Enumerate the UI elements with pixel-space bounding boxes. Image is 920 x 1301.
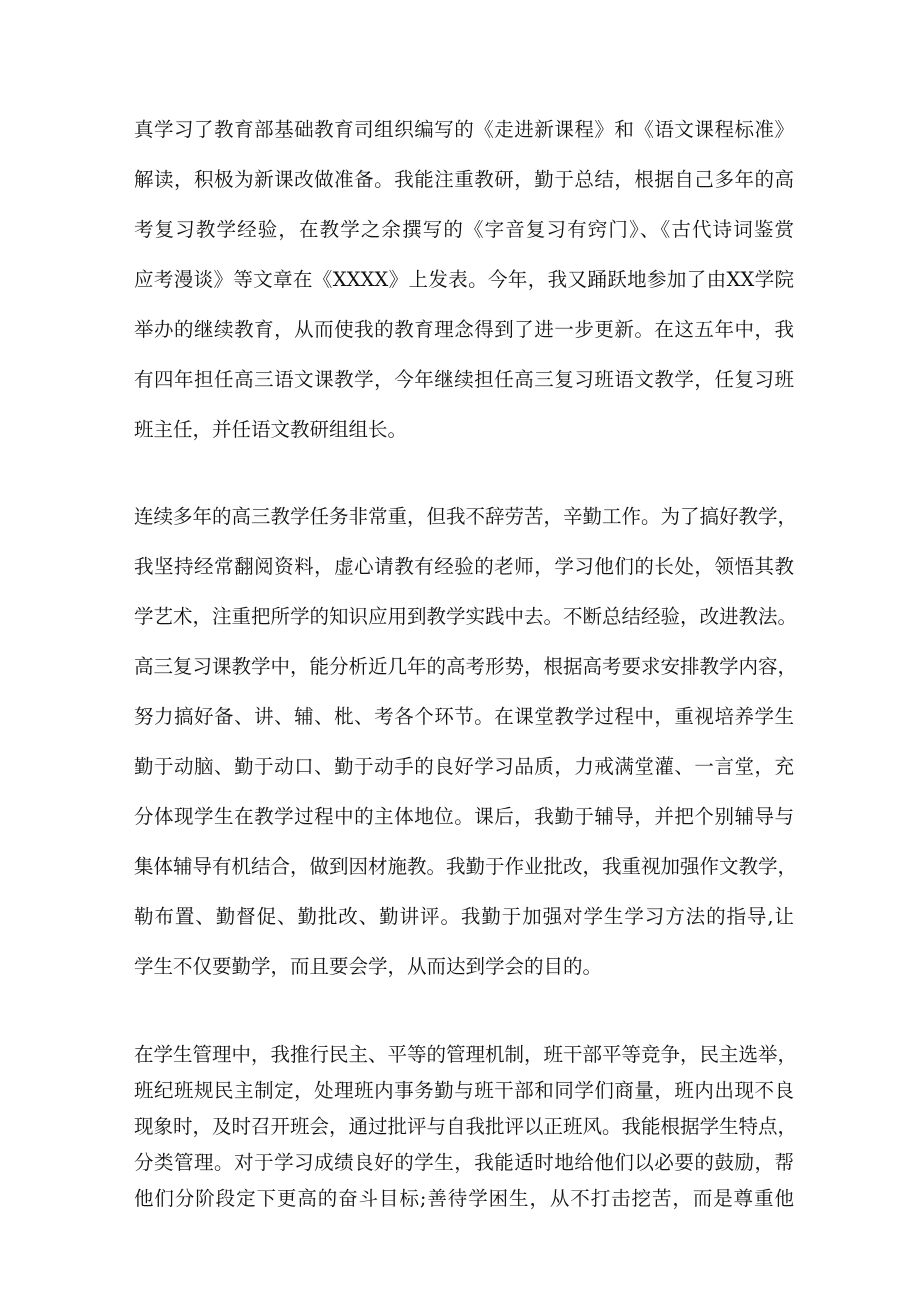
text-line: 有四年担任高三语文课教学，今年继续担任高三复习班语文教学，任复习班	[134, 368, 794, 391]
text-line: 学生不仅要勤学，而且要会学，从而达到学会的目的。	[134, 955, 603, 978]
text-line: 解读，积极为新课改做准备。我能注重教研，勤于总结，根据自己多年的高	[134, 168, 794, 191]
text-line: 我坚持经常翻阅资料，虚心请教有经验的老师，学习他们的长处，领悟其教	[134, 555, 794, 578]
text-line: 分体现学生在教学过程中的主体地位。课后，我勤于辅导，并把个别辅导与	[134, 805, 794, 828]
text-line: 班主任，并任语文教研组组长。	[134, 418, 408, 441]
text-line: 努力搞好备、讲、辅、枇、考各个环节。在课堂教学过程中，重视培养学生	[134, 705, 794, 728]
text-line: 在学生管理中，我推行民主、平等的管理机制，班干部平等竞争，民主选举，	[134, 1043, 798, 1066]
text-line: 勒布置、勤督促、勤批改、勤讲评。我勤于加强对学生学习方法的指导,让	[134, 905, 794, 928]
text-line: 他们分阶段定下更高的奋斗目标;善待学困生，从不打击挖苦，而是尊重他	[134, 1187, 794, 1210]
text-line: 勤于动脑、勤于动口、勤于动手的良好学习品质，力戒满堂灌、一言堂，充	[134, 755, 794, 778]
text-line: 考复习教学经验，在教学之余撰写的《字音复习有窍门》、《古代诗词鉴赏	[134, 218, 794, 241]
text-line: 学艺术，注重把所学的知识应用到教学实践中去。不断总结经验，改进教法。	[134, 605, 798, 628]
text-line: 班纪班规民主制定，处理班内事务勤与班干部和同学们商量，班内出现不良	[134, 1079, 794, 1102]
text-line: 举办的继续教育，从而使我的教育理念得到了进一步更新。在这五年中，我	[134, 318, 794, 341]
text-line: 连续多年的高三教学任务非常重，但我不辞劳苦，辛勤工作。为了搞好教学，	[134, 505, 798, 528]
text-line: 现象时，及时召开班会，通过批评与自我批评以正班风。我能根据学生特点，	[134, 1115, 798, 1138]
text-line: 真学习了教育部基础教育司组织编写的《走进新课程》和《语文课程标准》	[134, 118, 794, 141]
text-line: 应考漫谈》等文章在《XXXX》上发表。今年，我又踊跃地参加了由XX学院	[134, 268, 794, 291]
text-line: 高三复习课教学中，能分析近几年的高考形势，根据高考要求安排教学内容，	[134, 655, 798, 678]
text-line: 分类管理。对于学习成绩良好的学生，我能适时地给他们以必要的鼓励，帮	[134, 1151, 794, 1174]
text-line: 集体辅导有机结合，做到因材施教。我勤于作业批改，我重视加强作文教学，	[134, 855, 798, 878]
